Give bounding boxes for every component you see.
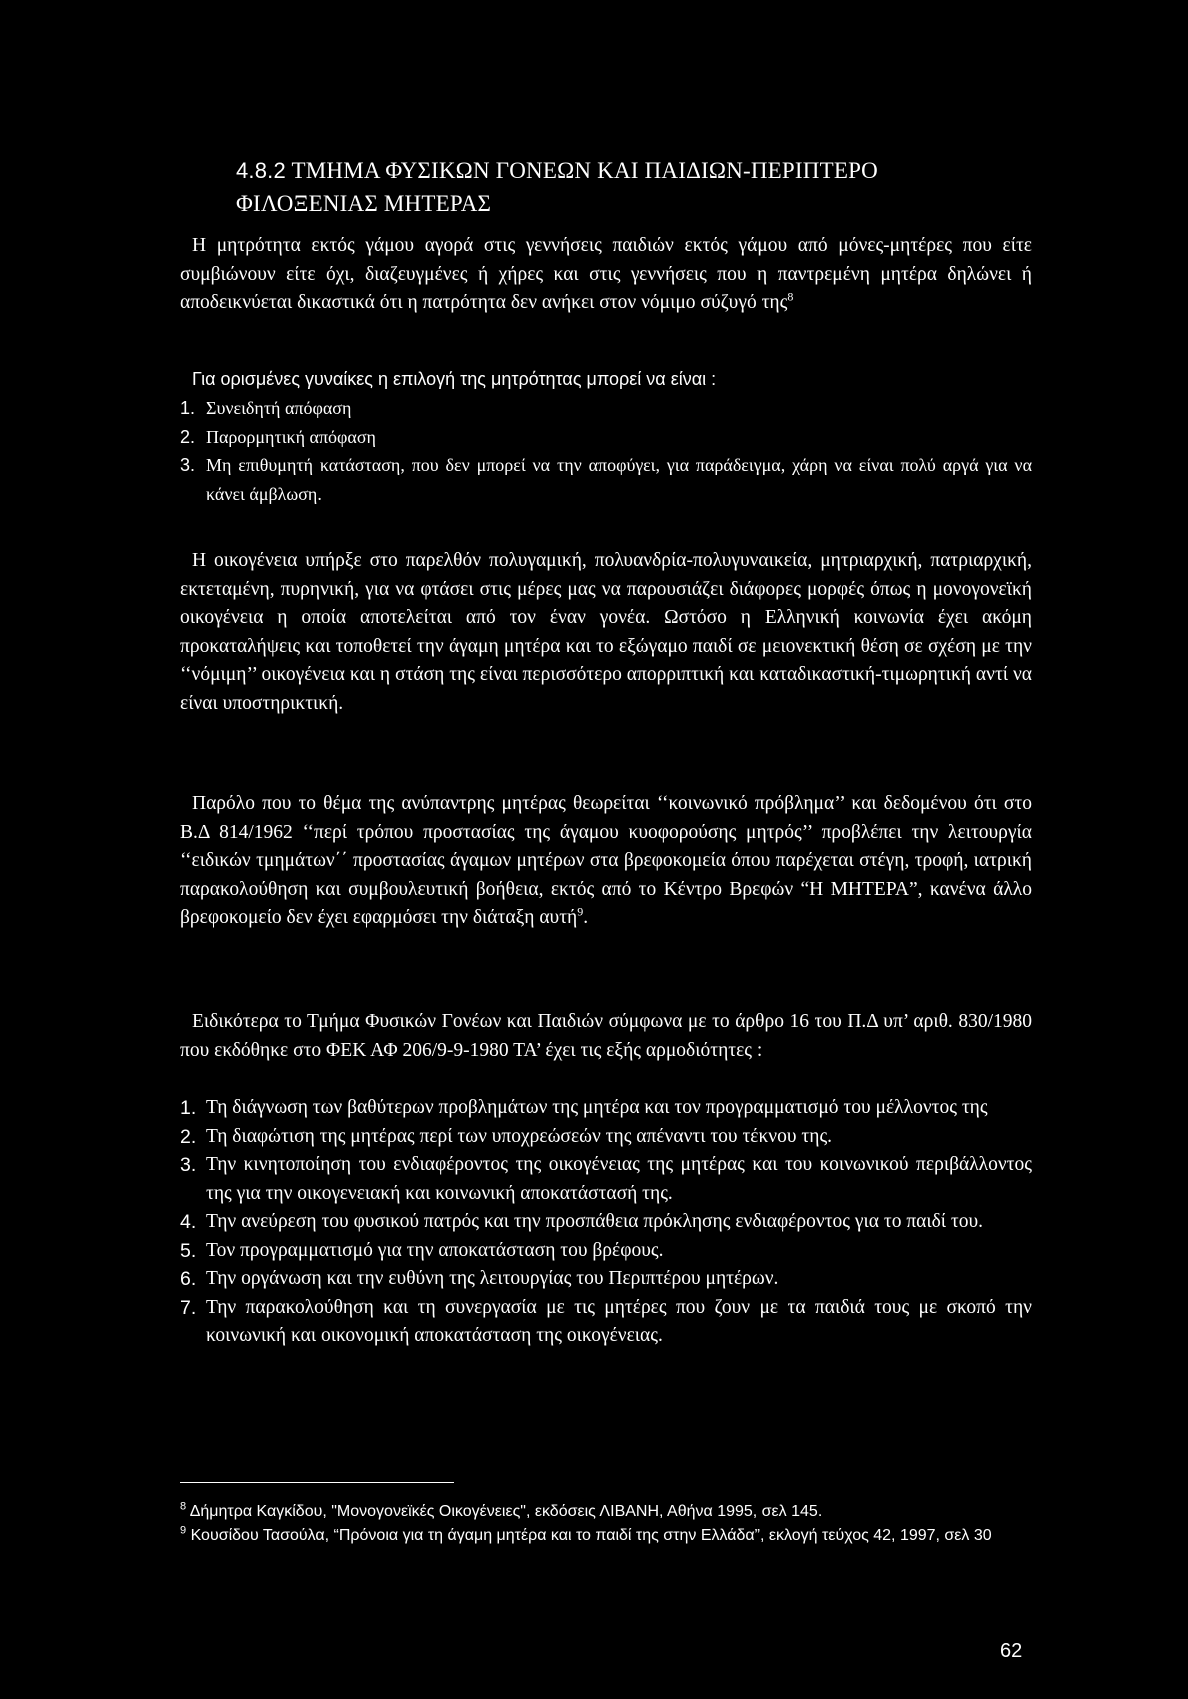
list-item-number: 1.: [180, 1097, 197, 1119]
paragraph-family: Η οικογένεια υπήρξε στο παρελθόν πολυγαμική, πολυανδρία-πολυγυναικεία, μητριαρχική, πατριαρχική, εκτεταμένη, πυρηνική, για να φτάσει στις μέρες μας να παρουσιάζει διάφορες μορφές όπως η μονογονεϊκή οικογένεια η οποία αποτελείται από τον έναν γονέα. Ωστόσο η Ελληνική κοινωνία έχει ακόμη προκαταλήψεις και τοποθετεί την άγαμη μητέρα και το εξώγαμο παιδί σε μειονεκτική θέση σε σχέση με την ‘‘νόμιμη’’ οικογένεια και η στάση της είναι περισσότερο απορριπτική και καταδικαστική-τιμωρητική αντί να είναι υποστηρικτική.: [180, 550, 1032, 714]
footnote-text: Κουσίδου Τασούλα, “Πρόνοια για τη άγαμη μητέρα και το παιδί της στην Ελλάδα”, εκλογή τεύχος 42, 1997, σελ 30: [190, 1527, 992, 1544]
paragraph-intro: [180, 232, 1032, 318]
footnotes: [180, 1500, 1040, 1548]
list-item-number: 5.: [180, 1239, 197, 1262]
list-item: [180, 1237, 1032, 1266]
list-item: [180, 423, 1032, 452]
footnote-8: [180, 1500, 1040, 1524]
list-item-text: Τη διαφώτιση της μητέρας περί των υποχρεώσεών της απέναντι του τέκνου της.: [206, 1125, 833, 1147]
paragraph-duties-intro: Ειδικότερα το Τμήμα Φυσικών Γονέων και Παιδιών σύμφωνα με το άρθρο 16 του Π.Δ υπ’ αριθ. 830/1980 που εκδόθηκε στο ΦΕΚ ΑΦ 206/9-9-1980 ΤΑ’ έχει τις εξής αρμοδιότητες :: [180, 1011, 1032, 1061]
section-title-line-2: ΦΙΛΟΞΕΝΙΑΣ ΜΗΤΕΡΑΣ: [236, 191, 492, 216]
list-item-text: Τη διάγνωση των βαθύτερων προβλημάτων της μητέρα και τον προγραμματισμό του μέλλοντος της: [206, 1097, 988, 1118]
section-heading-line-1: [236, 154, 1116, 187]
list-item: [180, 1265, 1032, 1294]
list-item-text: Συνειδητή απόφαση: [206, 398, 352, 418]
list-item-text: Τον προγραμματισμό για την αποκατάσταση του βρέφους.: [206, 1239, 664, 1261]
list-item: [180, 1294, 1032, 1351]
list-item: [180, 394, 1032, 423]
section-number: 4.8.2: [236, 158, 286, 183]
choices-list: [180, 394, 1032, 508]
list-item-number: 2.: [180, 426, 196, 447]
page-number: 62: [1000, 1640, 1023, 1662]
list-item: [180, 1208, 1032, 1237]
list-item-text: Μη επιθυμητή κατάσταση, που δεν μπορεί να την αποφύγει, για παράδειγμα, χάρη να είναι πολύ αργά για να κάνει άμβλωση.: [206, 455, 1032, 504]
footnote-number: 8: [180, 1500, 187, 1513]
paragraph-problem: Παρόλο που το θέμα της ανύπαντρης μητέρας θεωρείται ‘‘κοινωνικό πρόβλημα’’ και δεδομένου ότι στο Β.Δ 814/1962 ‘‘περί τρόπου προστασίας της άγαμου κυοφορούσης μητρός’’ προβλέπει την λειτουργία ‘‘ειδικών τμημάτων΄΄ προστασίας άγαμων μητέρων στα βρεφοκομεία όπου παρέχεται στέγη, τροφή, ιατρική παρακολούθηση και συμβουλευτική βοήθεια, εκτός από το Κέντρο Βρεφών “Η ΜΗΤΕΡΑ”, κανένα άλλο βρεφοκομείο δεν έχει εφαρμόσει την διάταξη αυτή$^9$.: [180, 793, 1032, 928]
list-item-number: 3.: [180, 1154, 197, 1176]
list-item-number: 7.: [180, 1296, 197, 1319]
section-heading: [236, 154, 1116, 220]
list-item-number: 1.: [180, 398, 196, 418]
footnote-number: 9: [180, 1524, 187, 1537]
list-item-text: Την οργάνωση και την ευθύνη της λειτουργίας του Περιπτέρου μητέρων.: [206, 1268, 779, 1289]
list-item: [180, 451, 1032, 508]
list-item-text: Την ανεύρεση του φυσικού πατρός και την προσπάθεια πρόκλησης ενδιαφέροντος για το παιδί του.: [206, 1211, 984, 1232]
list-item-number: 6.: [180, 1268, 197, 1290]
list-item: [180, 1123, 1032, 1152]
footnote-ref-8: 8: [787, 289, 794, 304]
list-item: [180, 1151, 1032, 1208]
list-item-number: 3.: [180, 455, 196, 475]
paragraph-intro-text: Η μητρότητα εκτός γάμου αγορά στις γεννήσεις παιδιών εκτός γάμου από μόνες-μητέρες που είτε συμβιώνουν είτε όχι, διαζευγμένες ή χήρες και στις γεννήσεις που η παντρεμένη μητέρα δηλώνει ή αποδεικνύεται δικαστικά ότι η πατρότητα δεν ανήκει στον νόμιμο σύζυγό της: [180, 235, 1032, 313]
footnote-ref-9: 9: [577, 904, 584, 919]
footnote-text: Δήμητρα Καγκίδου, "Μονογονεϊκές Οικογένειες", εκδόσεις ΛΙΒΑΝΗ, Αθήνα 1995, σελ 145.: [189, 1503, 823, 1520]
list-item-text: Παρορμητική απόφαση: [206, 426, 376, 447]
footnote-divider: [180, 1482, 454, 1483]
list-item-text: Την κινητοποίηση του ενδιαφέροντος της οικογένειας της μητέρας και του κοινωνικού περιβάλλοντος της για την οικογενειακή και κοινωνική αποκατάστασή της.: [206, 1154, 1032, 1204]
list-item-number: 4.: [180, 1211, 197, 1233]
choices-intro: Για ορισμένες γυναίκες η επιλογή της μητρότητας μπορεί να είναι :: [192, 369, 717, 389]
list-item-number: 2.: [180, 1125, 197, 1148]
duties-list: [180, 1094, 1032, 1351]
list-item: [180, 1094, 1032, 1123]
list-item-text: Την παρακολούθηση και τη συνεργασία με τις μητέρες που ζουν με τα παιδιά τους με σκοπό την κοινωνική και οικονομική αποκατάσταση της οικογένειας.: [206, 1296, 1032, 1346]
footnote-9: [180, 1524, 1040, 1548]
paragraph-problem-text: Παρόλο που το θέμα της ανύπαντρης μητέρας θεωρείται ‘‘κοινωνικό πρόβλημα’’ και δεδομένου ότι στο Β.Δ 814/1962 ‘‘περί τρόπου προστασίας της άγαμου κυοφορούσης μητρός’’ προβλέπει την λειτουργία ‘‘ειδικών τμημάτων΄΄ προστασίας άγαμων μητέρων στα βρεφοκομεία όπου παρέχεται στέγη, τροφή, ιατρική παρακολούθηση και συμβουλευτική βοήθεια, εκτός από το Κέντρο Βρεφών “Η ΜΗΤΕΡΑ”, κανένα άλλο βρεφοκομείο δεν έχει εφαρμόσει την διάταξη αυτή: [180, 793, 1032, 928]
section-title-line-1: ΤΜΗΜΑ ΦΥΣΙΚΩΝ ΓΟΝΕΩΝ ΚΑΙ ΠΑΙΔΙΩΝ-ΠΕΡΙΠΤΕΡΟ: [291, 158, 878, 183]
